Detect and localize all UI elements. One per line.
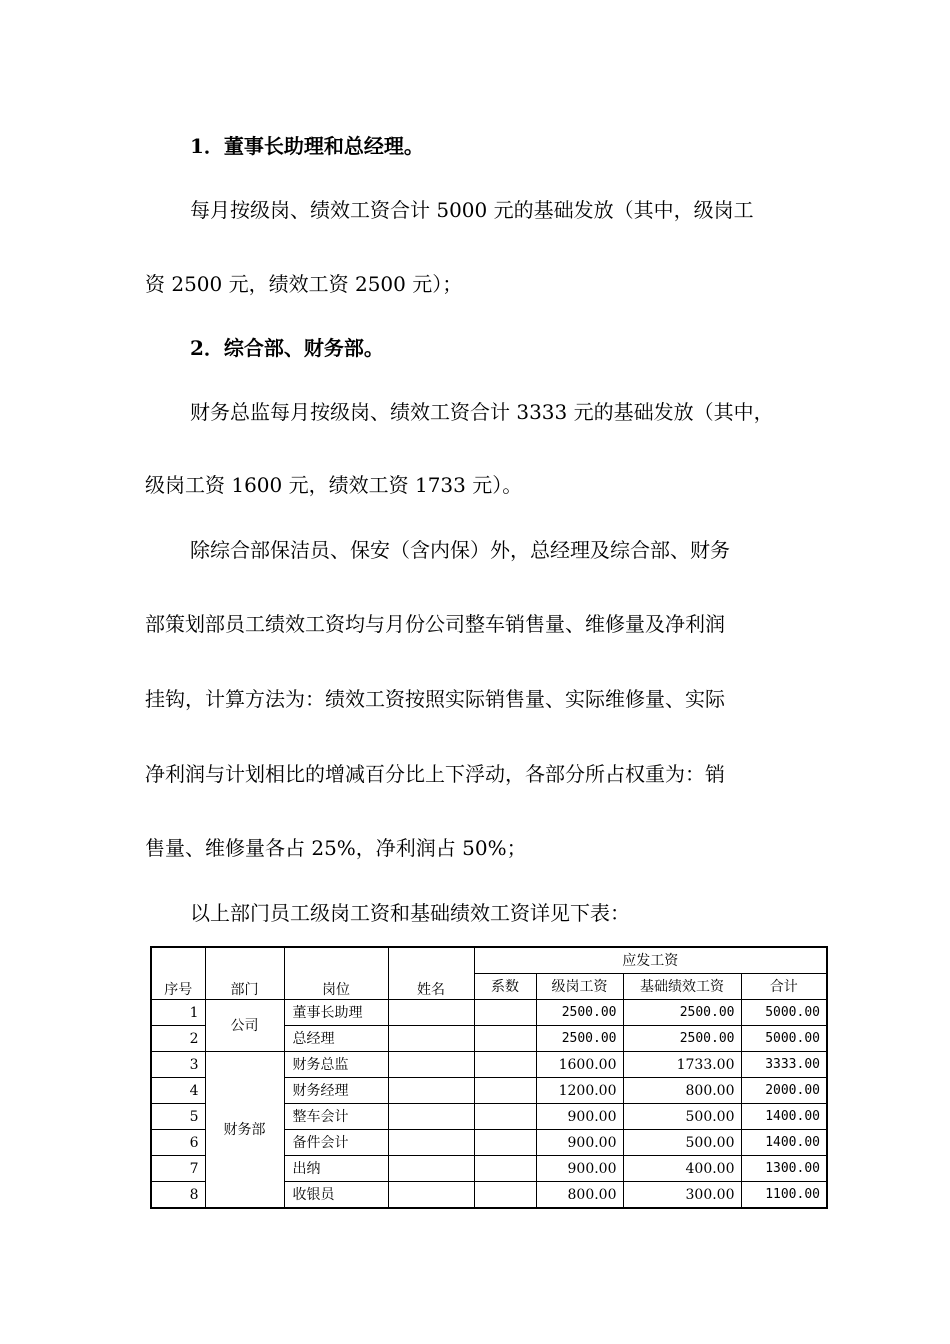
heading-chairman-assistant: 1．董事长助理和总经理。 bbox=[190, 134, 424, 158]
row-index: 7 bbox=[151, 1156, 205, 1182]
row-total: 1100.00 bbox=[741, 1182, 827, 1209]
heading-general-finance: 2．综合部、财务部。 bbox=[190, 336, 384, 360]
header-dept: 部门 bbox=[205, 947, 284, 1000]
row-name bbox=[388, 1104, 474, 1130]
row-base-perf: 800.00 bbox=[623, 1078, 741, 1104]
row-level-wage: 900.00 bbox=[536, 1156, 623, 1182]
row-index: 2 bbox=[151, 1026, 205, 1052]
row-base-perf: 300.00 bbox=[623, 1182, 741, 1209]
paragraph-text: 资 2500 元，绩效工资 2500 元）； bbox=[145, 272, 463, 296]
row-position: 出纳 bbox=[284, 1156, 388, 1182]
row-index: 6 bbox=[151, 1130, 205, 1156]
row-base-perf: 400.00 bbox=[623, 1156, 741, 1182]
row-coef bbox=[474, 1052, 536, 1078]
row-coef bbox=[474, 1000, 536, 1026]
row-total: 5000.00 bbox=[741, 1000, 827, 1026]
row-index: 4 bbox=[151, 1078, 205, 1104]
row-index: 5 bbox=[151, 1104, 205, 1130]
row-coef bbox=[474, 1182, 536, 1209]
row-name bbox=[388, 1026, 474, 1052]
row-index: 8 bbox=[151, 1182, 205, 1209]
row-index: 1 bbox=[151, 1000, 205, 1026]
row-level-wage: 2500.00 bbox=[536, 1000, 623, 1026]
row-level-wage: 2500.00 bbox=[536, 1026, 623, 1052]
dept-finance: 财务部 bbox=[205, 1052, 284, 1209]
row-total: 1300.00 bbox=[741, 1156, 827, 1182]
header-name: 姓名 bbox=[388, 947, 474, 1000]
row-base-perf: 500.00 bbox=[623, 1104, 741, 1130]
row-level-wage: 800.00 bbox=[536, 1182, 623, 1209]
row-base-perf: 1733.00 bbox=[623, 1052, 741, 1078]
row-name bbox=[388, 1156, 474, 1182]
header-total: 合计 bbox=[741, 974, 827, 1000]
header-index: 序号 bbox=[151, 947, 205, 1000]
row-base-perf: 500.00 bbox=[623, 1130, 741, 1156]
row-name bbox=[388, 1130, 474, 1156]
table-header-row bbox=[151, 947, 827, 974]
row-total: 2000.00 bbox=[741, 1078, 827, 1104]
row-position: 收银员 bbox=[284, 1182, 388, 1209]
row-position: 财务总监 bbox=[284, 1052, 388, 1078]
header-position: 岗位 bbox=[284, 947, 388, 1000]
row-total: 5000.00 bbox=[741, 1026, 827, 1052]
table-row bbox=[151, 1000, 827, 1026]
paragraph-text: 以上部门员工级岗工资和基础绩效工资详见下表： bbox=[190, 901, 630, 925]
row-position: 备件会计 bbox=[284, 1130, 388, 1156]
row-name bbox=[388, 1052, 474, 1078]
table-row bbox=[151, 1052, 827, 1078]
paragraph-text: 售量、维修量各占 25%，净利润占 50%； bbox=[145, 836, 527, 860]
row-total: 1400.00 bbox=[741, 1104, 827, 1130]
row-total: 1400.00 bbox=[741, 1130, 827, 1156]
row-total: 3333.00 bbox=[741, 1052, 827, 1078]
paragraph-text: 除综合部保洁员、保安（含内保）外，总经理及综合部、财务 bbox=[190, 538, 730, 562]
row-position: 财务经理 bbox=[284, 1078, 388, 1104]
row-coef bbox=[474, 1130, 536, 1156]
paragraph-text: 级岗工资 1600 元，绩效工资 1733 元）。 bbox=[145, 473, 523, 497]
dept-company: 公司 bbox=[205, 1000, 284, 1052]
row-coef bbox=[474, 1078, 536, 1104]
header-level-wage: 级岗工资 bbox=[536, 974, 623, 1000]
row-level-wage: 900.00 bbox=[536, 1104, 623, 1130]
row-name bbox=[388, 1078, 474, 1104]
row-coef bbox=[474, 1104, 536, 1130]
paragraph-text: 挂钩，计算方法为：绩效工资按照实际销售量、实际维修量、实际 bbox=[145, 687, 725, 711]
header-coef: 系数 bbox=[474, 974, 536, 1000]
row-level-wage: 900.00 bbox=[536, 1130, 623, 1156]
row-base-perf: 2500.00 bbox=[623, 1000, 741, 1026]
row-level-wage: 1200.00 bbox=[536, 1078, 623, 1104]
row-coef bbox=[474, 1026, 536, 1052]
row-name bbox=[388, 1000, 474, 1026]
row-index: 3 bbox=[151, 1052, 205, 1078]
paragraph-text: 财务总监每月按级岗、绩效工资合计 3333 元的基础发放（其中， bbox=[190, 400, 774, 424]
paragraph-text: 部策划部员工绩效工资均与月份公司整车销售量、维修量及净利润 bbox=[145, 612, 725, 636]
row-position: 整车会计 bbox=[284, 1104, 388, 1130]
row-level-wage: 1600.00 bbox=[536, 1052, 623, 1078]
header-base-perf: 基础绩效工资 bbox=[623, 974, 741, 1000]
wage-table bbox=[150, 946, 828, 1209]
row-name bbox=[388, 1182, 474, 1209]
row-position: 董事长助理 bbox=[284, 1000, 388, 1026]
header-payable-wage: 应发工资 bbox=[474, 947, 827, 974]
paragraph-text: 净利润与计划相比的增减百分比上下浮动，各部分所占权重为：销 bbox=[145, 762, 725, 786]
row-position: 总经理 bbox=[284, 1026, 388, 1052]
paragraph-text: 每月按级岗、绩效工资合计 5000 元的基础发放（其中，级岗工 bbox=[190, 198, 754, 222]
row-coef bbox=[474, 1156, 536, 1182]
row-base-perf: 2500.00 bbox=[623, 1026, 741, 1052]
